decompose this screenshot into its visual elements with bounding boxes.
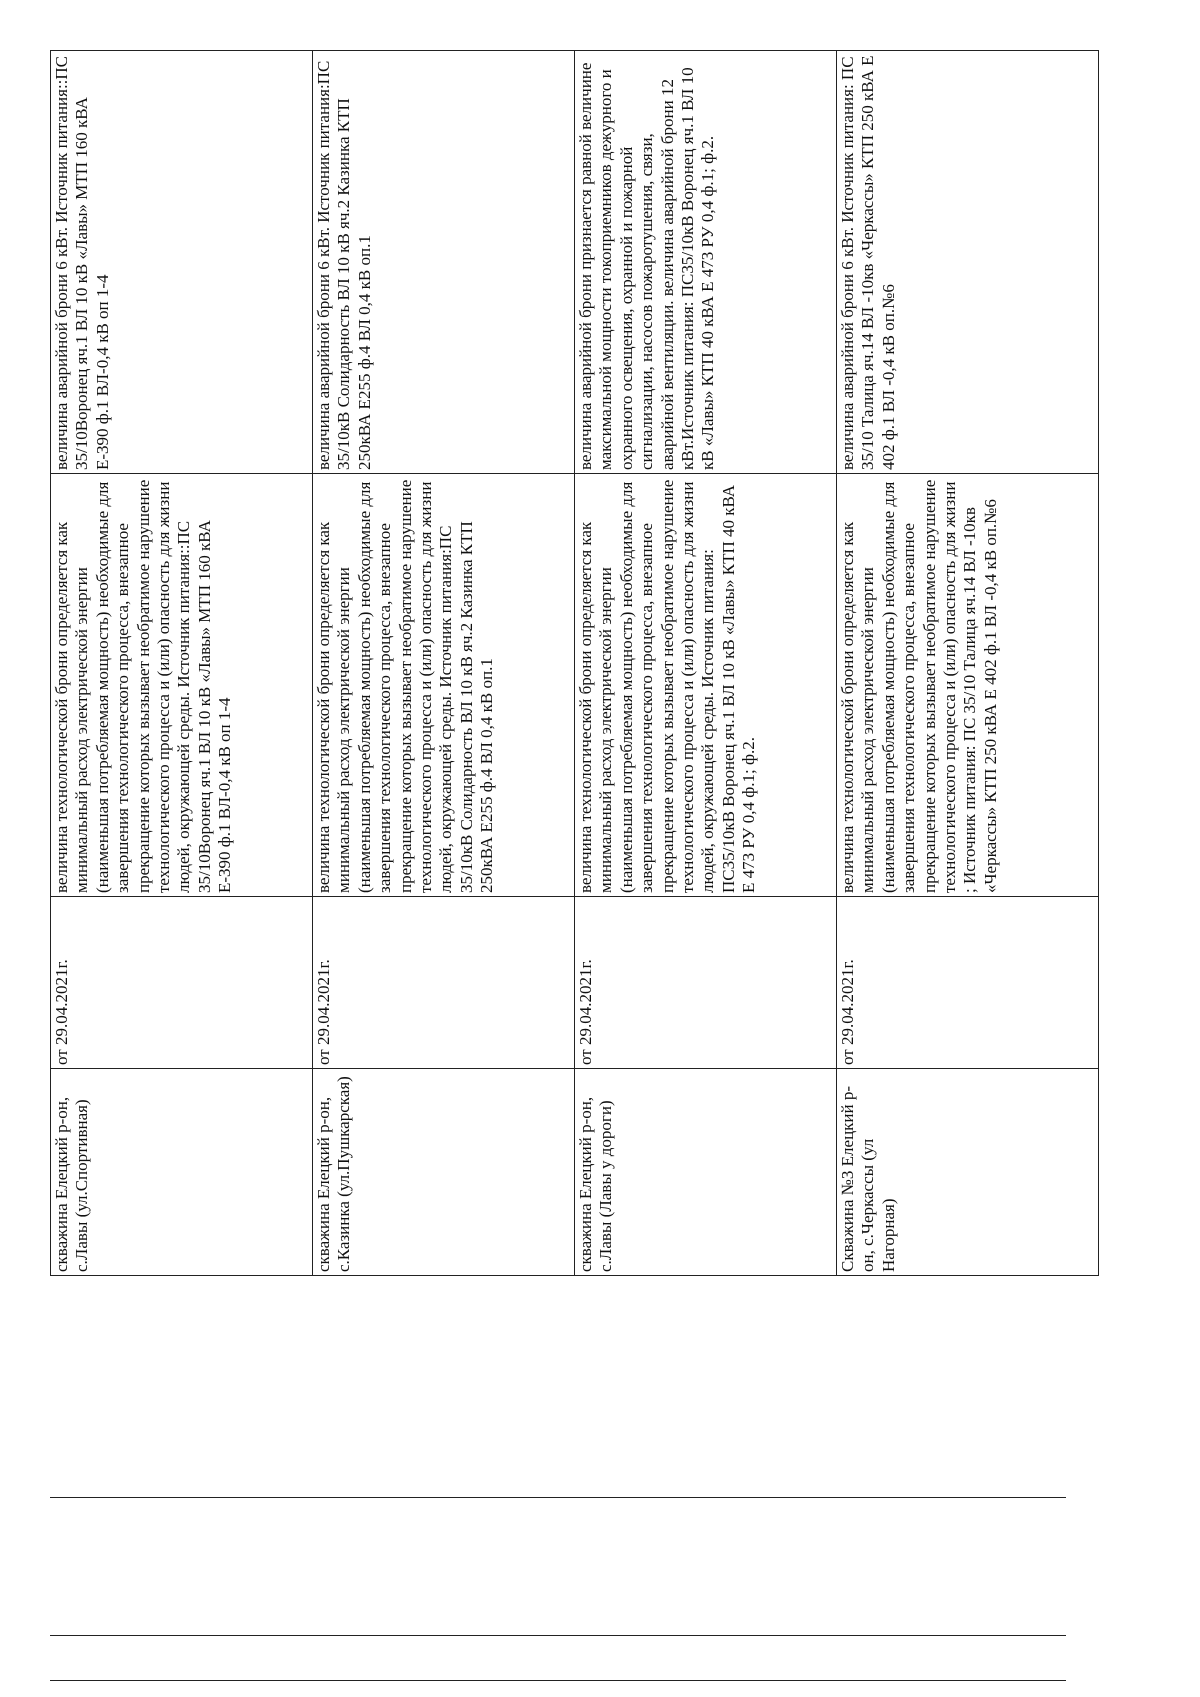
tech-reserve-cell: [837, 474, 1099, 897]
date-cell: [51, 897, 313, 1069]
emergency-reserve-cell: [313, 51, 575, 474]
object-text: скважина Елецкий р-он, с.Лавы (Лавы у дороги): [576, 1096, 616, 1272]
date-text: от 29.04.2021г.: [576, 959, 595, 1065]
horizontal-rule: [50, 1497, 1066, 1498]
tech-reserve-text: величина технологической брони определяется как минимальный расход электрической энергии (наименьшая потребляемая мощность) необходимые для завершения технологического процесса, внезапное прекращение которых вызывает необратимое нарушение технологического процесса и (или) опасность для жизни людей, окружающей среды. Источник питания: ПС35/10кВ Воронец яч.1 ВЛ 10 кВ «Лавы» КТП 40 кВА Е 473 РУ 0,4 ф.1; ф.2.: [576, 479, 759, 893]
object-cell: [575, 1069, 837, 1276]
rotated-table: [50, 51, 1105, 1276]
horizontal-rule: [50, 1680, 1066, 1681]
table-row: [575, 51, 837, 1276]
emergency-reserve-text: величина аварийной брони 6 кВт. Источник питания:ПС 35/10кВ Солидарность ВЛ 10 кВ яч.2 Казинка КТП 250кВА Е255 ф.4 ВЛ 0,4 кВ оп.1: [314, 60, 374, 470]
object-text: скважина Елецкий р-он, с.Лавы (ул.Спортивная): [52, 1096, 92, 1272]
date-text: от 29.04.2021г.: [314, 959, 333, 1065]
table-row: [837, 51, 1099, 1276]
date-cell: [313, 897, 575, 1069]
object-cell: [837, 1069, 1099, 1276]
emergency-reserve-cell: [837, 51, 1099, 474]
horizontal-rule: [50, 1635, 1066, 1636]
reserve-table: [50, 50, 1099, 1276]
table-row: [313, 51, 575, 1276]
date-cell: [575, 897, 837, 1069]
object-cell: [313, 1069, 575, 1276]
tech-reserve-text: величина технологической брони определяется как минимальный расход электрической энергии (наименьшая потребляемая мощность) необходимые для завершения технологического процесса, внезапное прекращение которых вызывает необратимое нарушение технологического процесса и (или) опасность для жизни ; Источник питания: ПС 35/10 Талица яч.14 ВЛ -10кв «Черкассы» КТП 250 кВА Е 402 ф.1 ВЛ -0,4 кВ оп.№6: [838, 479, 1000, 893]
tech-reserve-text: величина технологической брони определяется как минимальный расход электрической энергии (наименьшая потребляемая мощность) необходимые для завершения технологического процесса, внезапное прекращение которых вызывает необратимое нарушение технологического процесса и (или) опасность для жизни людей, окружающей среды. Источник питания:ПС 35/10кВ Солидарность ВЛ 10 кВ яч.2 Казинка КТП 250кВА Е255 ф.4 ВЛ 0,4 кВ оп.1: [314, 479, 497, 893]
emergency-reserve-cell: [51, 51, 313, 474]
tech-reserve-text: величина технологической брони определяется как минимальный расход электрической энергии (наименьшая потребляемая мощность) необходимые для завершения технологического процесса, внезапное прекращение которых вызывает необратимое нарушение технологического процесса и (или) опасность для жизни людей, окружающей среды. Источник питания::ПС 35/10Воронец яч.1 ВЛ 10 кВ «Лавы» МТП 160 кВА Е-390 ф.1 ВЛ-0,4 кВ оп 1-4: [52, 479, 235, 893]
emergency-reserve-text: величина аварийной брони 6 кВт. Источник питания: ПС 35/10 Талица яч.14 ВЛ -10кв «Черкассы» КТП 250 кВА Е 402 ф.1 ВЛ -0,4 кВ оп.№6: [838, 55, 898, 470]
tech-reserve-cell: [575, 474, 837, 897]
emergency-reserve-cell: [575, 51, 837, 474]
tech-reserve-cell: [51, 474, 313, 897]
object-cell: [51, 1069, 313, 1276]
object-text: Скважина №3 Елецкий р-он, с.Черкассы (ул Нагорная): [838, 1085, 898, 1272]
emergency-reserve-text: величина аварийной брони признается равной величине максимальной мощности токоприемников дежурного и охранного освещения, охранной и пожарной сигнализации, насосов пожаротушения, связи, аварийной вентиляции. величина аварийной брони 12 кВт.Источник питания: ПС35/10кВ Воронец яч.1 ВЛ 10 кВ «Лавы» КТП 40 кВА Е 473 РУ 0,4 ф.1; ф.2.: [576, 62, 718, 470]
table-row: [51, 51, 313, 1276]
tech-reserve-cell: [313, 474, 575, 897]
emergency-reserve-text: величина аварийной брони 6 кВт. Источник питания::ПС 35/10Воронец яч.1 ВЛ 10 кВ «Лавы» МТП 160 кВА Е-390 ф.1 ВЛ-0,4 кВ оп 1-4: [52, 55, 112, 470]
object-text: скважина Елецкий р-он, с.Казинка (ул.Пушкарская): [314, 1076, 354, 1272]
date-text: от 29.04.2021г.: [838, 959, 857, 1065]
date-cell: [837, 897, 1099, 1069]
date-text: от 29.04.2021г.: [52, 959, 71, 1065]
